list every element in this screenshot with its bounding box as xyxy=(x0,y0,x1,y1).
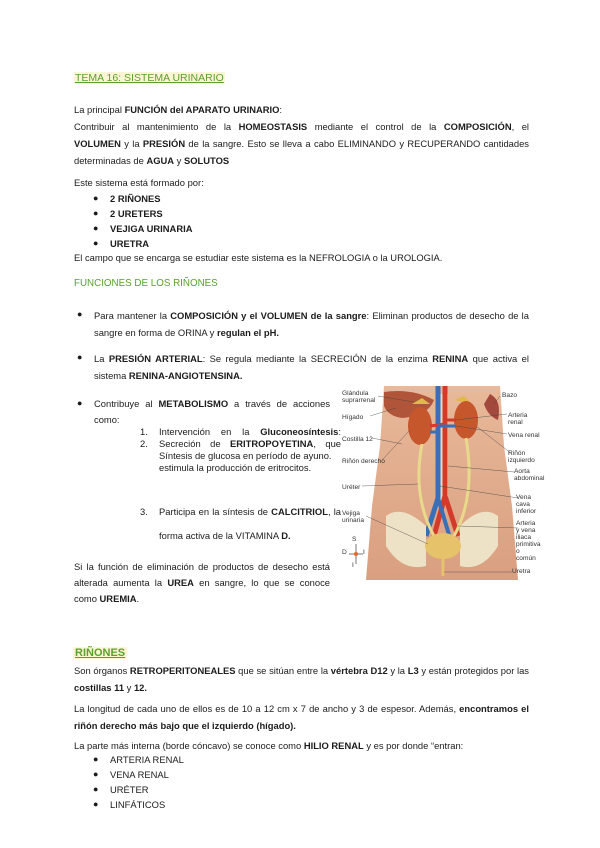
figure-label-iliac: Arteria y vena iliaca primitiva o común xyxy=(516,520,541,562)
figure-label-bladder: Vejiga urinaria xyxy=(342,510,364,524)
bullet-icon: ● xyxy=(93,193,99,203)
section-heading-kidneys: RIÑONES xyxy=(75,647,126,659)
bullet-icon: ● xyxy=(93,799,99,809)
kidneys-paragraph-1: Son órganos RETROPERITONEALES que se sitúan entre la vértebra D12 y la L3 y están protegidos por las costillas 11 y 12. xyxy=(74,665,529,693)
bullet-icon: ● xyxy=(93,208,99,218)
system-note: El campo que se encarga se estudiar este sistema es la NEFROLOGIA o la UROLOGIA. xyxy=(74,252,443,263)
bullet-icon: ● xyxy=(93,784,99,794)
intro-line-2: VOLUMEN y la PRESIÓN de la sangre. Esto se lleva a cabo ELIMINANDO y RECUPERANDO cantidades xyxy=(74,138,529,149)
urea-paragraph: Si la función de eliminación de productos de desecho está alterada aumenta la UREA en sangre, lo que se conoce como UREMIA. xyxy=(74,561,330,604)
urinary-system-figure xyxy=(342,386,545,580)
figure-label-liver: Hígado xyxy=(342,414,364,421)
figure-label-vena-cava: Vena cava inferior xyxy=(516,494,537,515)
intro-heading: La principal FUNCIÓN del APARATO URINARIO: xyxy=(74,104,283,115)
compass-right: D xyxy=(342,549,347,556)
figure-label-aorta: Aorta abdominal xyxy=(514,468,545,482)
bullet-icon: ● xyxy=(93,238,99,248)
compass-inferior: I xyxy=(352,562,354,569)
intro-paragraph xyxy=(74,101,529,169)
compass-left: I xyxy=(363,549,365,556)
figure-label-right-kidney: Riñón derecho xyxy=(342,458,385,465)
figure-label-renal-vein: Vena renal xyxy=(508,432,540,439)
figure-label-adrenal: Glándula suprarrenal xyxy=(342,390,376,404)
compass-superior: S xyxy=(352,536,357,543)
bullet-icon: ● xyxy=(93,769,99,779)
kidneys-paragraph-2: La longitud de cada uno de ellos es de 10 a 12 cm x 7 de ancho y 3 de espesor. Además, encontramos el riñón derecho más bajo que el izquierdo (hígado). xyxy=(74,703,529,731)
compass-icon xyxy=(349,544,363,564)
figure-label-left-kidney: Riñón izquierdo xyxy=(508,450,535,464)
figure-label-rib: Costilla 12 xyxy=(342,436,373,443)
section-heading-functions: FUNCIONES DE LOS RIÑONES xyxy=(74,278,218,289)
bullet-icon: ● xyxy=(77,352,83,362)
intro-line-1: Contribuir al mantenimiento de la HOMEOSTASIS mediante el control de la COMPOSICIÓN, el xyxy=(74,121,529,132)
intro-line-3: determinadas de AGUA y SOLUTOS xyxy=(74,155,230,166)
bullet-icon: ● xyxy=(93,754,99,764)
bullet-icon: ● xyxy=(93,223,99,233)
figure-label-ureter: Uréter xyxy=(342,484,361,491)
bullet-icon: ● xyxy=(77,398,83,408)
figure-label-urethra: Uretra xyxy=(512,568,531,575)
figure-label-renal-artery: Arteria renal xyxy=(508,412,528,426)
bullet-icon: ● xyxy=(77,309,83,319)
figure-label-spleen: Bazo xyxy=(502,392,518,399)
kidneys-paragraph-3: La parte más interna (borde cóncavo) se conoce como HILIO RENAL y es por donde “entran: xyxy=(74,740,464,751)
system-lead: Este sistema está formado por: xyxy=(74,177,204,188)
page-title: TEMA 16: SISTEMA URINARIO xyxy=(75,72,224,84)
